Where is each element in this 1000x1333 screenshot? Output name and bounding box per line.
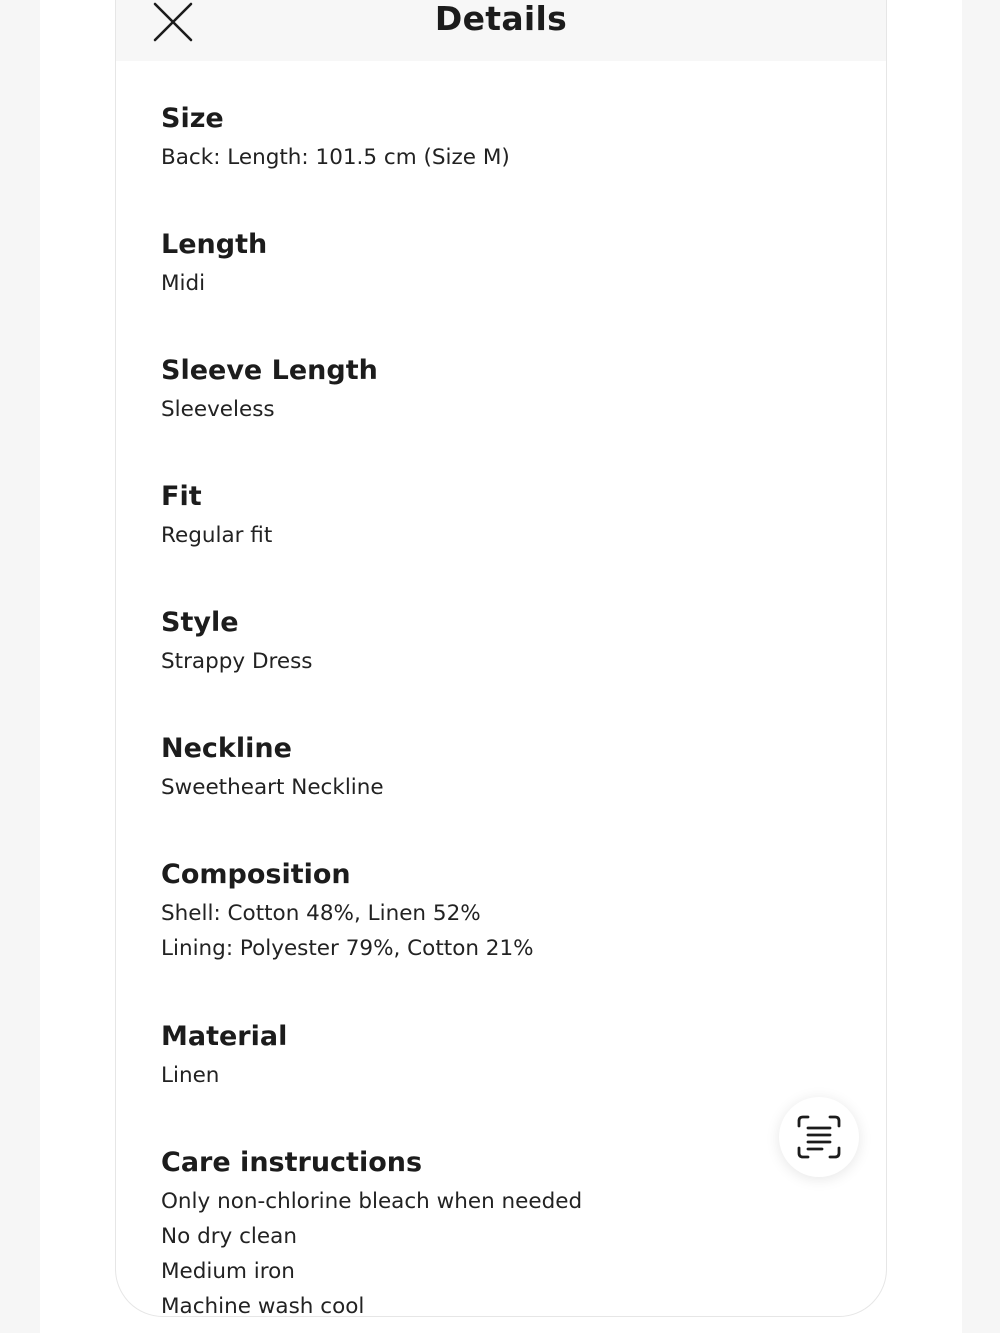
detail-value-line: Machine wash cool	[161, 1294, 365, 1317]
detail-value-line: Medium iron	[161, 1259, 295, 1285]
detail-label: Length	[161, 229, 268, 260]
detail-label: Material	[161, 1021, 288, 1052]
detail-composition	[161, 857, 841, 1019]
detail-label: Care instructions	[161, 1147, 423, 1178]
scan-text-button[interactable]	[779, 1097, 859, 1177]
detail-value-line: Shell: Cotton 48%, Linen 52%	[161, 901, 481, 927]
detail-value	[161, 1184, 841, 1317]
detail-material	[161, 1019, 841, 1145]
detail-label: Style	[161, 607, 239, 638]
background-left-panel	[0, 0, 40, 1333]
detail-sleeve-length	[161, 353, 841, 479]
detail-size	[161, 101, 841, 227]
detail-value-line: Sleeveless	[161, 397, 275, 423]
detail-value-line: Linen	[161, 1063, 220, 1089]
detail-length	[161, 227, 841, 353]
detail-value	[161, 392, 841, 427]
sheet-header	[116, 0, 886, 61]
detail-value	[161, 896, 841, 966]
detail-value	[161, 140, 841, 175]
detail-neckline	[161, 731, 841, 857]
detail-style	[161, 605, 841, 731]
detail-value	[161, 518, 841, 553]
details-sheet	[115, 0, 887, 1317]
detail-label: Size	[161, 103, 224, 134]
background-right-panel	[962, 0, 1000, 1333]
detail-label: Fit	[161, 481, 202, 512]
detail-value	[161, 770, 841, 805]
detail-label: Composition	[161, 859, 351, 890]
detail-value-line: Sweetheart Neckline	[161, 775, 384, 801]
detail-value-line: No dry clean	[161, 1224, 297, 1250]
detail-value	[161, 1058, 841, 1093]
detail-value-line: Regular fit	[161, 523, 273, 549]
detail-care-instructions	[161, 1145, 841, 1317]
detail-fit	[161, 479, 841, 605]
detail-value-line: Strappy Dress	[161, 649, 313, 675]
scan-text-icon	[795, 1113, 843, 1161]
detail-value-line: Only non-chlorine bleach when needed	[161, 1189, 583, 1215]
page-title: Details	[434, 0, 568, 38]
detail-label: Neckline	[161, 733, 292, 764]
detail-value-line: Midi	[161, 271, 206, 297]
detail-value-line: Back: Length: 101.5 cm (Size M)	[161, 145, 510, 171]
details-list	[161, 101, 841, 1317]
detail-value	[161, 644, 841, 679]
detail-value	[161, 266, 841, 301]
detail-label: Sleeve Length	[161, 355, 378, 386]
detail-value-line: Lining: Polyester 79%, Cotton 21%	[161, 936, 534, 962]
